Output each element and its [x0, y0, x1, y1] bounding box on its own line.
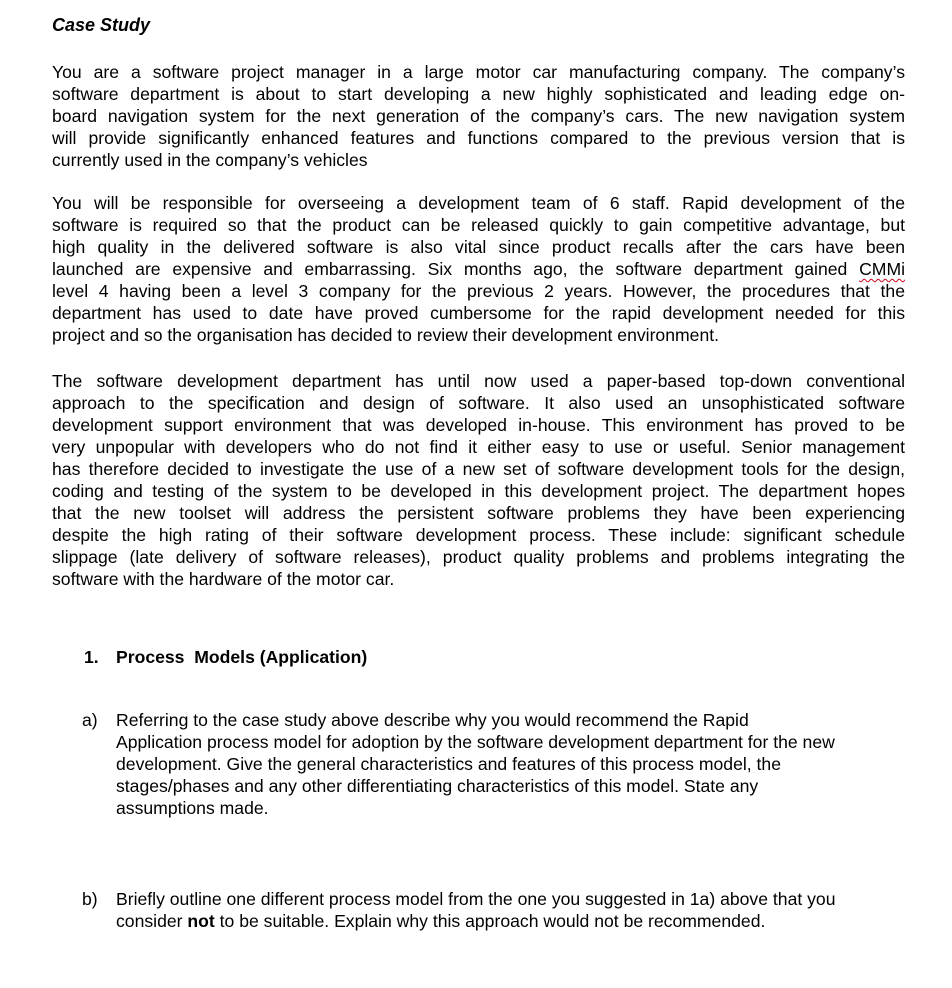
- case-study-title: Case Study: [52, 15, 151, 35]
- text-line: You will be responsible for overseeing a development team of 6 staff. Rapid development of the: [52, 193, 905, 213]
- text-line: The software development department has until now used a paper-based top-down conventional: [52, 371, 905, 391]
- text-line: very unpopular with developers who do not find it either easy to use or useful. Senior management: [52, 437, 905, 457]
- spellcheck-flagged-word[interactable]: CMMi: [859, 259, 906, 279]
- question-number: 1.: [84, 647, 99, 667]
- text-line: development. Give the general characteristics and features of this process model, the: [116, 754, 782, 774]
- text-line: Application process model for adoption by the software development department for the new: [116, 732, 835, 752]
- text-line: currently used in the company’s vehicles: [52, 150, 368, 170]
- text-line: [52, 258, 905, 280]
- text-line: software department is about to start developing a new highly sophisticated and leading edge on-: [52, 84, 905, 104]
- text-line: assumptions made.: [116, 798, 269, 818]
- part-label: b): [82, 889, 98, 909]
- part-label: a): [82, 710, 98, 730]
- text-line: [116, 910, 916, 932]
- text-line: high quality in the delivered software is also vital since product recalls after the cars have been: [52, 237, 905, 257]
- text-line: will provide significantly enhanced features and functions compared to the previous version that is: [52, 128, 905, 148]
- text-line: board navigation system for the next generation of the company’s cars. The new navigation system: [52, 106, 905, 126]
- text-line: coding and testing of the system to be developed in this development project. The department hopes: [52, 481, 905, 501]
- paragraph-responsibilities: [52, 192, 905, 346]
- text-line: approach to the specification and design of software. It also used an unsophisticated software: [52, 393, 905, 413]
- text-line: despite the high rating of their software development process. These include: significant schedule: [52, 525, 905, 545]
- text-line: level 4 having been a level 3 company for the previous 2 years. However, the procedures that the: [52, 281, 905, 301]
- question-heading: Process Models (Application): [116, 647, 368, 667]
- text-segment: launched are expensive and embarrassing. Six months ago, the software department gained: [52, 259, 848, 279]
- text-line: slippage (late delivery of software releases), product quality problems and problems integrating the: [52, 547, 905, 567]
- emphasis-not: not: [187, 911, 215, 931]
- part-text: [116, 709, 916, 819]
- text-line: stages/phases and any other differentiating characteristics of this model. State any: [116, 776, 759, 796]
- text-line: has therefore decided to investigate the use of a new set of software development tools for the design,: [52, 459, 905, 479]
- text-segment: consider: [116, 911, 188, 931]
- paragraph-background: [52, 370, 905, 590]
- text-segment: to be suitable. Explain why this approach would not be recommended.: [214, 911, 766, 931]
- text-line: project and so the organisation has decided to review their development environment.: [52, 325, 720, 345]
- text-line: that the new toolset will address the persistent software problems they have been experiencing: [52, 503, 905, 523]
- text-line: software with the hardware of the motor car.: [52, 569, 395, 589]
- text-line: Briefly outline one different process model from the one you suggested in 1a) above that you: [116, 889, 836, 909]
- text-line: Referring to the case study above describe why you would recommend the Rapid: [116, 710, 749, 730]
- text-line: development support environment that was developed in-house. This environment has proved to be: [52, 415, 905, 435]
- text-line: You are a software project manager in a large motor car manufacturing company. The company’s: [52, 62, 905, 82]
- paragraph-intro: [52, 61, 905, 171]
- text-line: software is required so that the product can be released quickly to gain competitive advantage, but: [52, 215, 905, 235]
- part-text: [116, 888, 916, 932]
- text-line: department has used to date have proved cumbersome for the rapid development needed for this: [52, 303, 905, 323]
